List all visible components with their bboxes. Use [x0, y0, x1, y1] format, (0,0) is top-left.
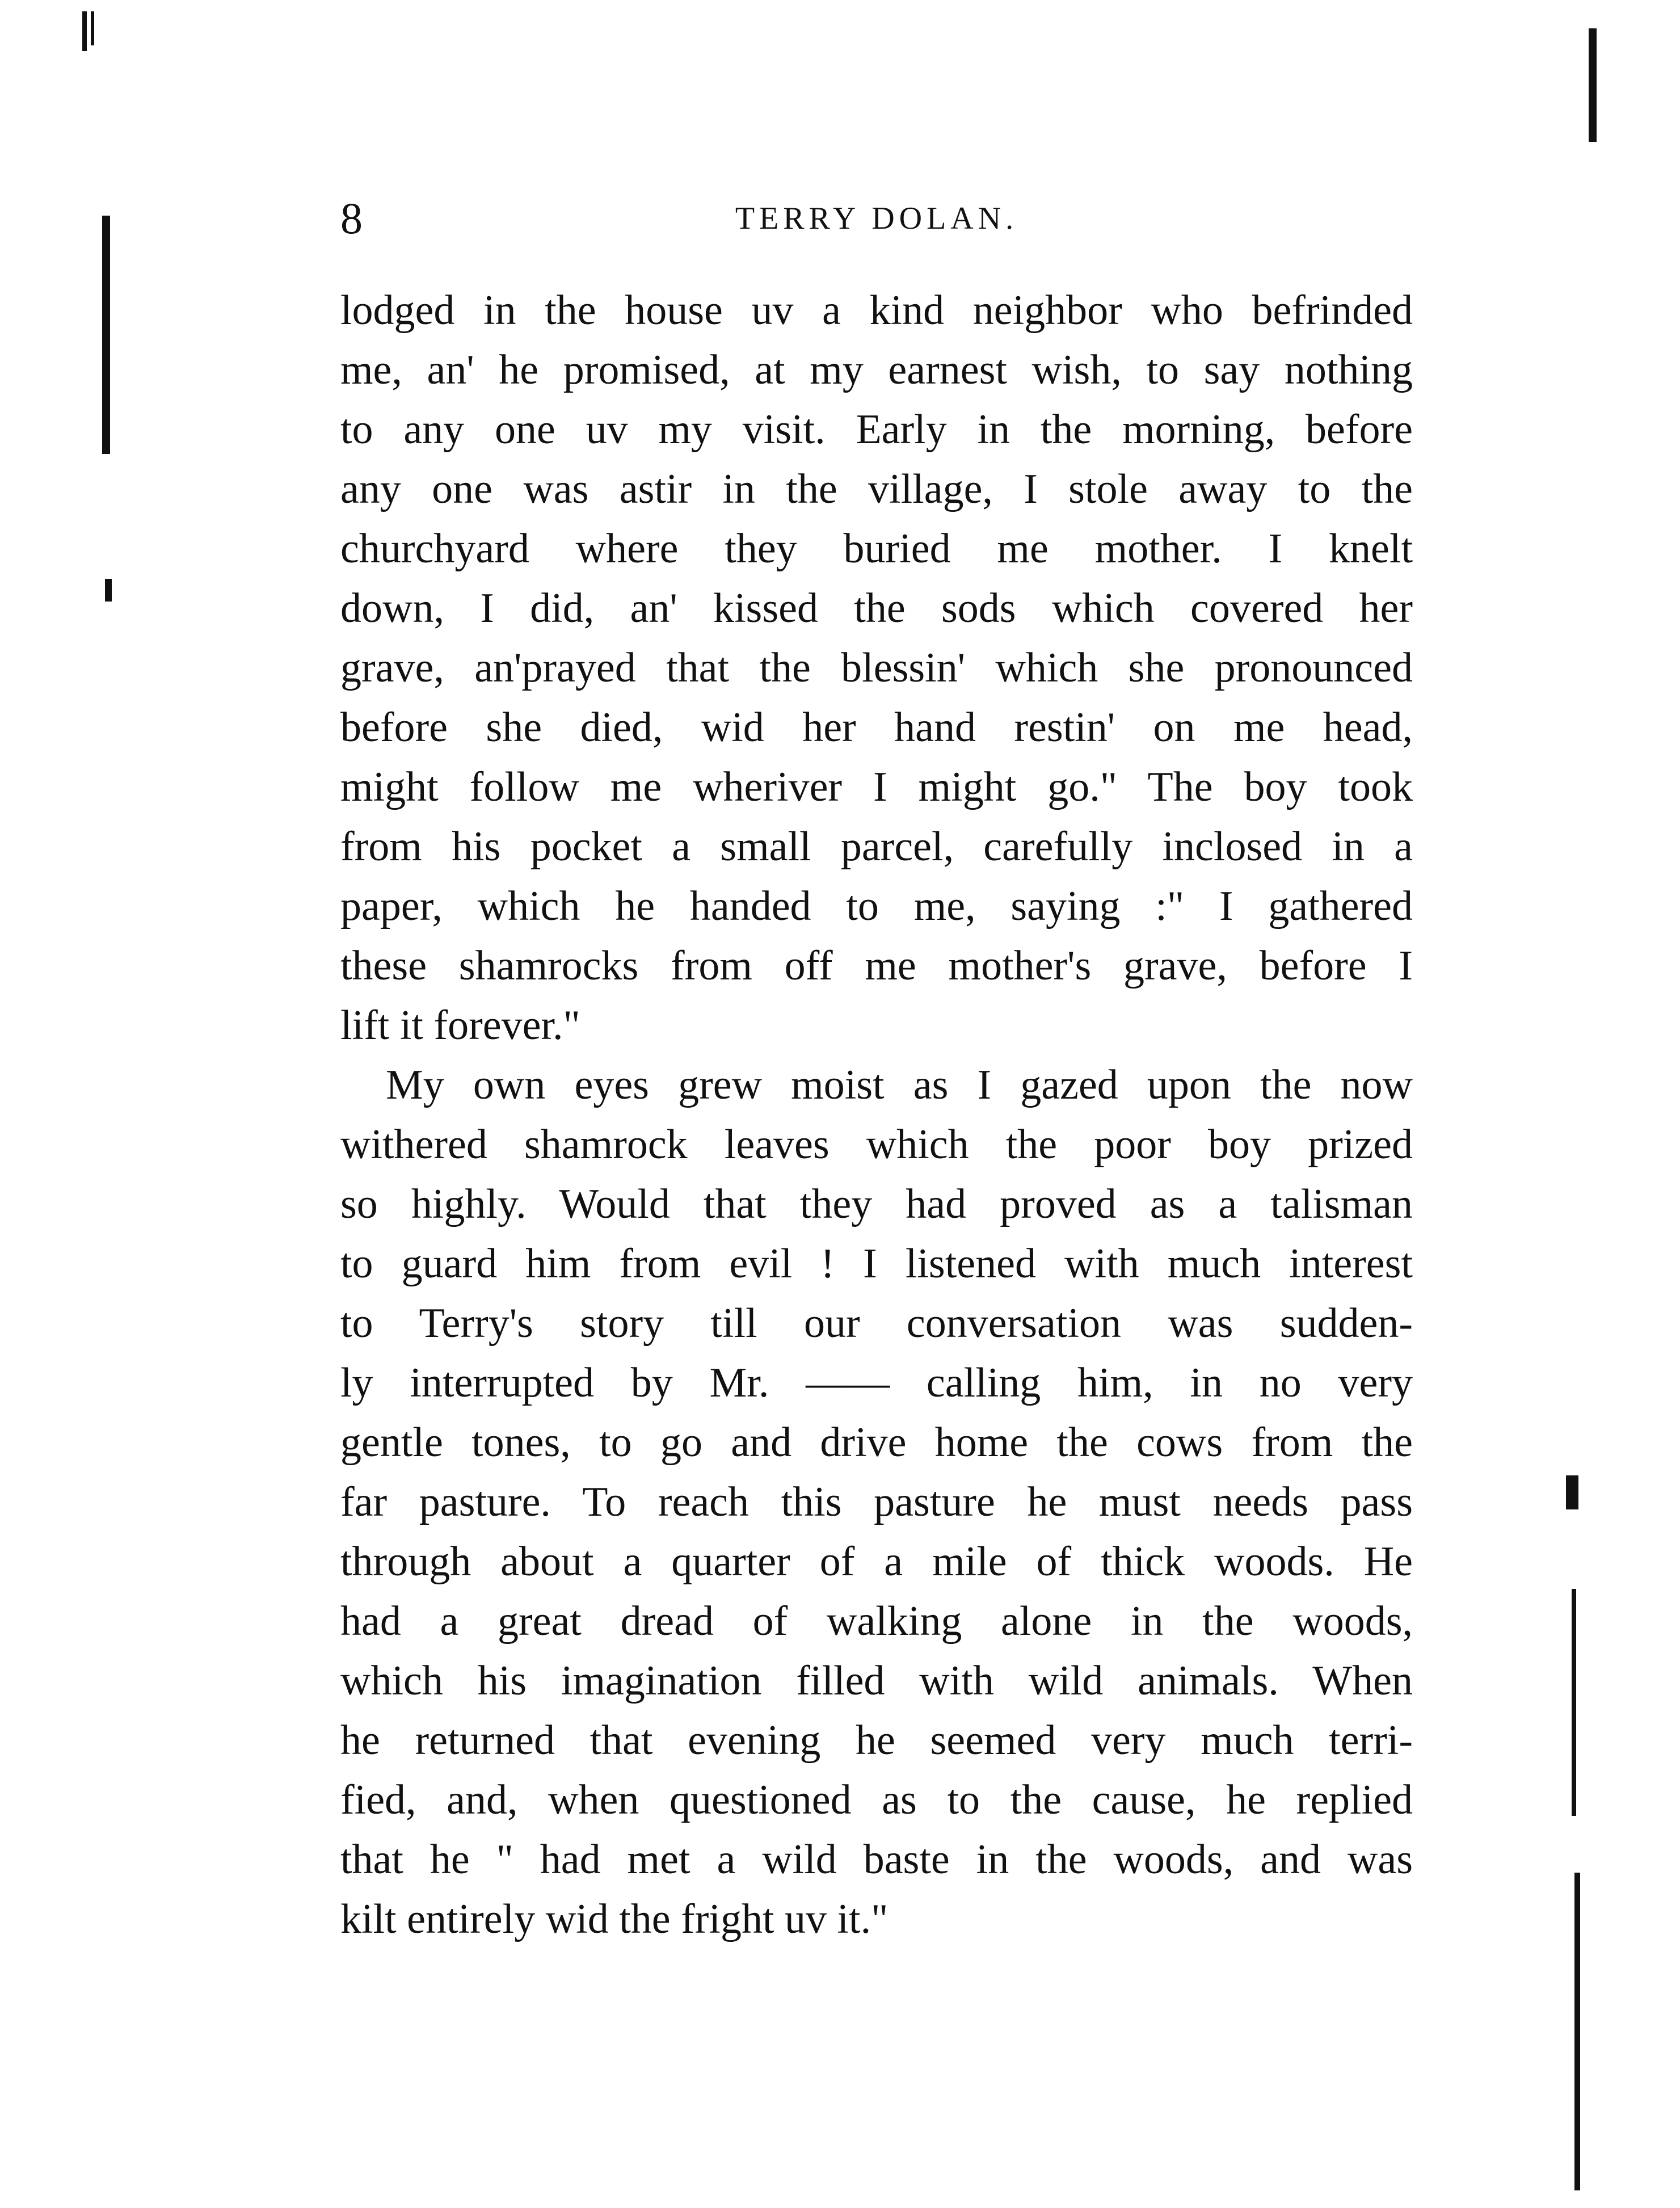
text-line: kilt entirely wid the fright uv it."	[340, 1896, 889, 1942]
text-line: to any one uv my visit. Early in the morning, before	[340, 406, 1413, 453]
text-line: grave, an'prayed that the blessin' which she pronounced	[340, 645, 1413, 691]
text-line: he returned that evening he seemed very much terri-	[340, 1717, 1413, 1764]
text-line: which his imagination filled with wild animals. When	[340, 1658, 1413, 1704]
running-head	[340, 187, 1413, 250]
paragraph	[340, 281, 1413, 1055]
text-line: far pasture. To reach this pasture he must needs pass	[340, 1479, 1413, 1525]
scan-mark	[102, 216, 110, 454]
text-line: that he " had met a wild baste in the woods, and was	[340, 1836, 1413, 1883]
text-line: me, an' he promised, at my earnest wish, to say nothing	[340, 347, 1413, 393]
scan-mark	[82, 11, 87, 51]
body-text	[340, 281, 1413, 1949]
text-line: these shamrocks from off me mother's grave, before I	[340, 943, 1413, 989]
text-line: fied, and, when questioned as to the cause, he replied	[340, 1777, 1413, 1823]
text-line: might follow me wheriver I might go." The boy took	[340, 764, 1413, 810]
text-line: to Terry's story till our conversation was sudden-	[340, 1300, 1413, 1347]
text-line: churchyard where they buried me mother. I knelt	[340, 525, 1413, 572]
text-line: down, I did, an' kissed the sods which covered her	[340, 585, 1413, 632]
text-line: had a great dread of walking alone in the woods,	[340, 1598, 1413, 1645]
text-line: paper, which he handed to me, saying :" I gathered	[340, 883, 1413, 930]
text-line: ly interrupted by Mr. —— calling him, in no very	[340, 1360, 1413, 1406]
scan-mark	[105, 579, 112, 602]
text-line: from his pocket a small parcel, carefully inclosed in a	[340, 823, 1413, 870]
text-line: through about a quarter of a mile of thick woods. He	[340, 1538, 1413, 1585]
scan-mark	[1566, 1475, 1578, 1509]
text-line: withered shamrock leaves which the poor boy prized	[340, 1121, 1413, 1168]
running-title: TERRY DOLAN.	[735, 201, 1018, 236]
scan-mark	[1574, 1873, 1580, 2190]
page-number: 8	[340, 194, 363, 243]
text-line: gentle tones, to go and drive home the cows from the	[340, 1419, 1413, 1466]
text-line: before she died, wid her hand restin' on me head,	[340, 704, 1413, 751]
text-line: lodged in the house uv a kind neighbor who befrinded	[340, 287, 1413, 334]
paragraph	[340, 1055, 1413, 1949]
text-line: to guard him from evil ! I listened with much interest	[340, 1240, 1413, 1287]
text-line: lift it forever."	[340, 1002, 580, 1049]
scan-mark	[1589, 28, 1597, 142]
text-line: any one was astir in the village, I stole away to the	[340, 466, 1413, 512]
scan-mark	[91, 11, 94, 45]
scan-mark	[1572, 1589, 1576, 1816]
text-line: My own eyes grew moist as I gazed upon the now	[386, 1062, 1413, 1108]
text-line: so highly. Would that they had proved as a talisman	[340, 1181, 1413, 1227]
